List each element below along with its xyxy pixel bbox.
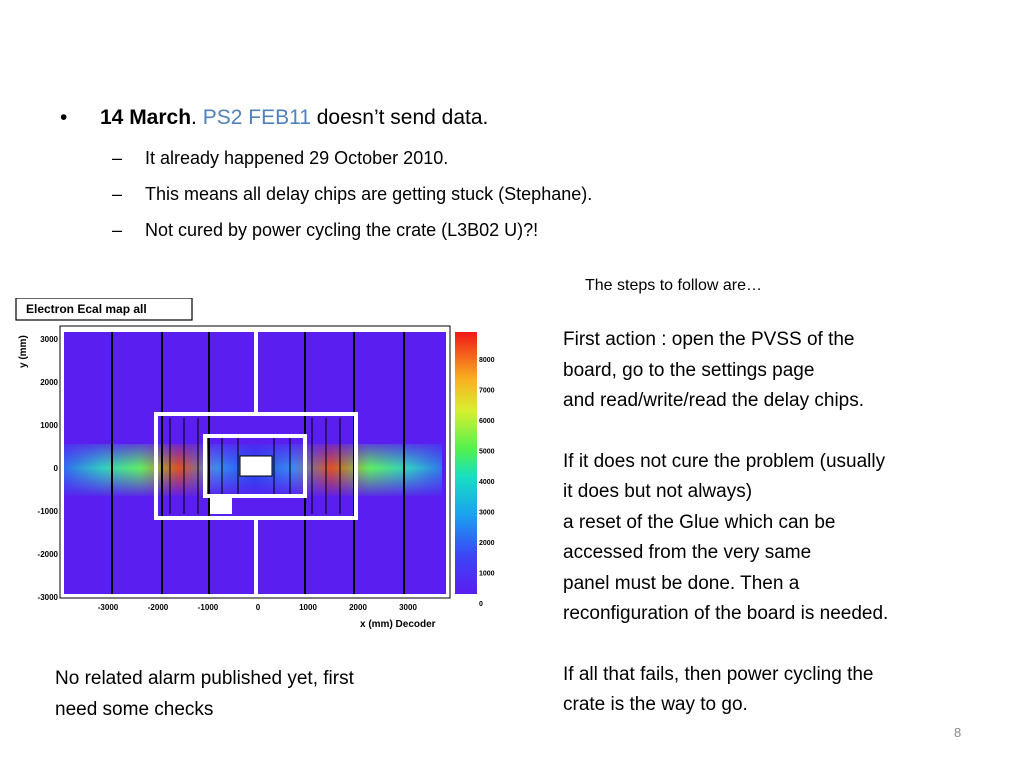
y-tick-labels (38, 335, 59, 602)
color-scale-label: 3000 (479, 509, 495, 517)
sub-bullet-text: It already happened 29 October 2010. (145, 148, 449, 168)
color-scale-label: 4000 (479, 479, 495, 486)
y-tick-label: 3000 (40, 335, 58, 344)
sub-bullet: – This means all delay chips are getting stuck (Stephane). (112, 184, 593, 204)
beam-hole (240, 456, 272, 476)
sub-bullet-text: This means all delay chips are getting stuck (Stephane). (145, 184, 593, 204)
x-tick-label: 3000 (399, 603, 417, 612)
steps-heading: The steps to follow are… (585, 277, 762, 294)
bullet-dot: • (60, 106, 68, 129)
step-first-action (563, 325, 993, 417)
main-bullet (60, 102, 592, 134)
color-scale-labels (479, 357, 495, 608)
bullet-text: doesn’t send data. (310, 106, 489, 129)
step-power-cycle (563, 660, 993, 721)
dead-area (210, 496, 232, 514)
color-scale-label: 1000 (479, 570, 495, 578)
y-tick-label: 0 (53, 464, 58, 473)
text-line: accessed from the very same (563, 542, 812, 563)
color-scale-bar (455, 332, 477, 594)
x-tick-labels (98, 603, 418, 612)
plot-title: Electron Ecal map all (26, 302, 147, 316)
bullet-date: 14 March (100, 106, 192, 129)
text-line: crate is the way to go. (563, 694, 748, 715)
text-line: No related alarm published yet, first (55, 668, 354, 689)
sub-bullet-text: Not cured by power cycling the crate (L3B02 U)?! (145, 220, 539, 240)
sub-bullet-list (60, 140, 592, 248)
text-line: a reset of the Glue which can be (563, 511, 836, 533)
text-line: and read/write/read the delay chips. (563, 390, 865, 411)
color-scale-label: 7000 (479, 387, 495, 395)
color-scale-label: 2000 (479, 540, 495, 547)
text-line: reconfiguration of the board is needed. (563, 603, 889, 624)
text-line: If all that fails, then power cycling the (563, 663, 874, 685)
color-scale-label: 6000 (479, 418, 495, 425)
x-tick-label: 2000 (349, 603, 367, 612)
alarm-note (55, 664, 455, 725)
x-tick-label: -3000 (97, 603, 119, 612)
y-tick-label: -2000 (37, 550, 58, 559)
page-number: 8 (954, 725, 962, 740)
x-tick-label: 1000 (299, 603, 317, 612)
plot-x-label: x (mm) Decoder (360, 619, 436, 630)
text-line: board, go to the settings page (563, 359, 815, 381)
bullet-list (60, 102, 592, 248)
x-tick-label: -1000 (197, 603, 219, 612)
sub-bullet: – It already happened 29 October 2010. (112, 148, 449, 168)
color-scale-label: 5000 (479, 448, 495, 456)
x-tick-label: 0 (255, 603, 261, 612)
y-tick-label: 2000 (40, 378, 58, 387)
y-tick-label: -3000 (37, 593, 58, 602)
plot-y-label: y (mm) (18, 335, 29, 368)
bullet-device: PS2 FEB11 (202, 106, 311, 129)
y-tick-label: -1000 (37, 507, 58, 516)
y-tick-label: 1000 (40, 421, 58, 430)
steps-text (563, 325, 993, 751)
text-line: need some checks (55, 698, 214, 720)
text-line: First action : open the PVSS of the (563, 329, 855, 350)
ecal-map-image (12, 298, 502, 630)
color-scale-label: 0 (479, 601, 483, 608)
text-line: it does but not always) (563, 481, 753, 502)
text-line: If it does not cure the problem (usually (563, 450, 886, 472)
text-line: panel must be done. Then a (563, 572, 800, 594)
x-tick-label: -2000 (147, 603, 169, 612)
sub-bullet: – Not cured by power cycling the crate (L3B02 U)?! (112, 220, 539, 240)
color-scale-label: 8000 (479, 357, 495, 364)
bullet-separator: . (191, 106, 203, 129)
step-glue-reset (563, 447, 993, 630)
